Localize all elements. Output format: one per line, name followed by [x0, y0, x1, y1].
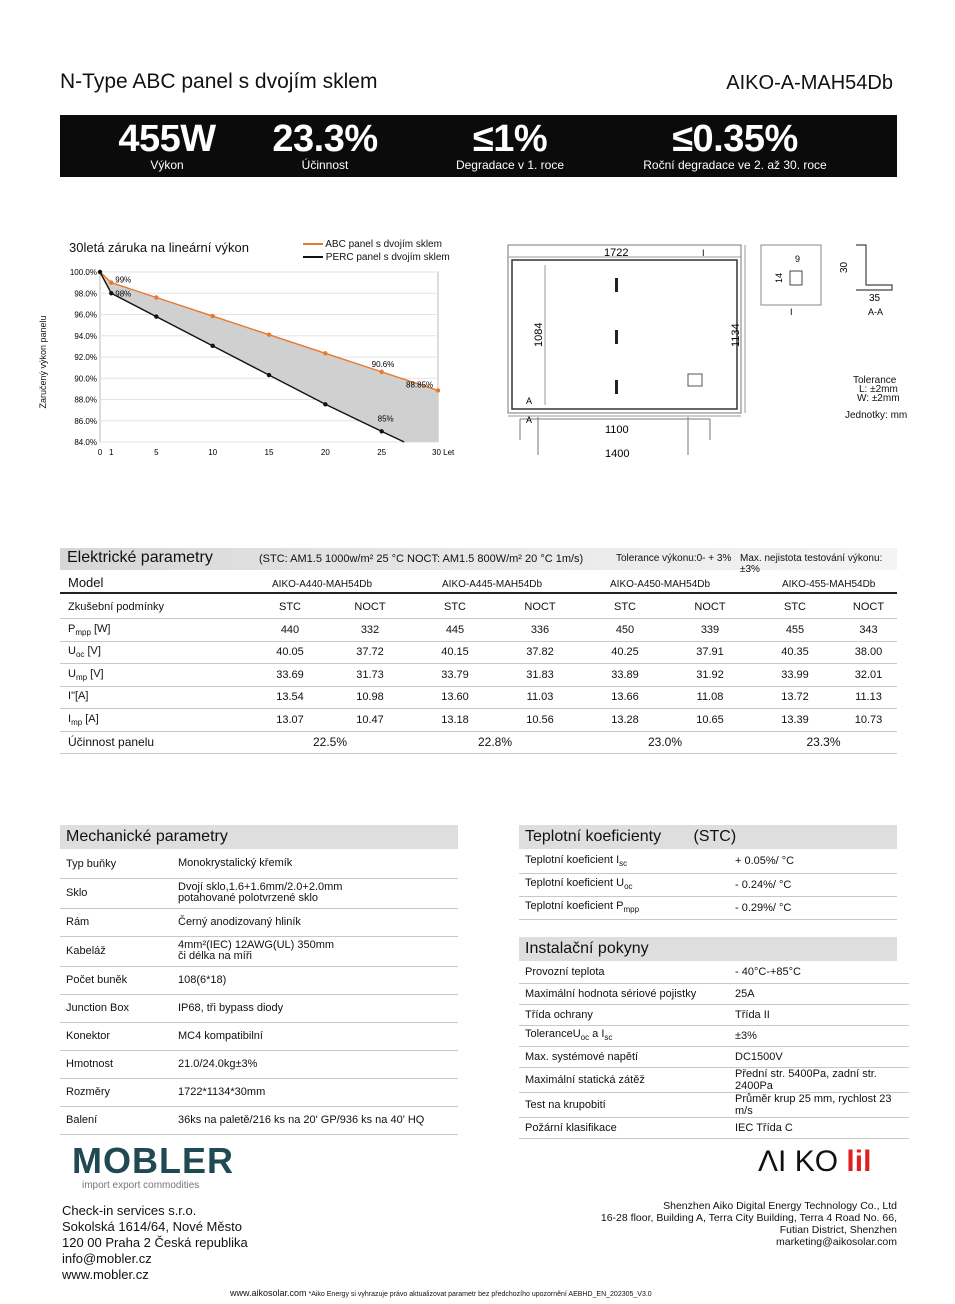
junction-box — [688, 374, 702, 386]
eff-value: 23.3% — [750, 731, 897, 754]
coef-value: - 0.24%/ °C — [729, 873, 897, 896]
install-key: Maximální statická zátěž — [519, 1067, 729, 1092]
param-value: 33.89 — [580, 664, 670, 687]
legend-abc — [303, 239, 442, 250]
param-value: 450 — [580, 619, 670, 642]
electrical-title: Elektrické parametry — [67, 549, 213, 566]
eff-value: 23.0% — [580, 731, 750, 754]
coef-key: Teplotní koeficient $I_{sc}$ — [519, 850, 729, 873]
email-link[interactable]: marketing@aikosolar.com — [776, 1236, 897, 1248]
param-value: 32.01 — [840, 664, 897, 687]
tolerance-note — [853, 376, 900, 403]
model-name: AIKO-A445-MAH54Db — [442, 579, 543, 590]
thermal-table — [519, 850, 897, 920]
y-tick-label: 96.0% — [74, 310, 97, 320]
param-value: 33.99 — [750, 664, 840, 687]
electrical-model-row — [60, 573, 897, 594]
mobler-address — [62, 1203, 248, 1283]
install-key: ToleranceU$_{oc}$ a $I_{sc}$ — [519, 1025, 729, 1046]
table-row — [60, 908, 458, 936]
x-tick-label: 30 Let — [432, 448, 455, 457]
data-point — [379, 429, 383, 433]
y-tick-label: 84.0% — [74, 438, 97, 447]
data-point — [323, 351, 327, 355]
install-key: Třída ochrany — [519, 1004, 729, 1025]
param-value: 13.28 — [580, 709, 670, 732]
dim-30: 30 — [839, 261, 850, 273]
spec-value: Černý anodizovaný hliník — [172, 908, 458, 936]
install-table — [519, 962, 909, 1139]
param-label: $P_{mpp}$ [W] — [60, 619, 250, 642]
stats-banner — [60, 115, 897, 177]
table-row — [519, 1092, 909, 1117]
spec-value: 21.0/24.0kg±3% — [172, 1050, 458, 1078]
stat-value: 23.3% — [272, 118, 378, 160]
aiko-logo — [758, 1145, 871, 1179]
param-value: 31.92 — [670, 664, 750, 687]
address-line: Futian District, Shenzhen — [779, 1224, 897, 1236]
table-row — [60, 850, 458, 878]
chart-title: 30letá záruka na lineární výkon — [69, 240, 249, 255]
param-value: 10.65 — [670, 709, 750, 732]
thermal-sub: (STC) — [693, 828, 737, 845]
param-value: 37.91 — [670, 641, 750, 664]
param-value: 13.39 — [750, 709, 840, 732]
address-line: Sokolská 1614/64, Nové Město — [62, 1219, 242, 1234]
stat-label: Účinnost — [301, 158, 349, 172]
model-name: AIKO-A450-MAH54Db — [610, 579, 711, 590]
x-tick-label: 0 — [97, 448, 103, 457]
dim-1134: 1134 — [730, 323, 742, 347]
model-title: AIKO-A-MAH54Db — [726, 72, 893, 94]
param-value: 37.72 — [330, 641, 410, 664]
mechanical-title: Mechanické parametry — [60, 825, 458, 849]
table-row — [60, 664, 897, 687]
x-tick-label: 25 — [377, 448, 387, 457]
param-value: 10.47 — [330, 709, 410, 732]
tolerance-l: L: ±2mm — [859, 384, 898, 395]
address-line: 16-28 floor, Building A, Terra City Building, Terra 4 Road No. 66, — [600, 1212, 897, 1224]
stat-value: ≤0.35% — [672, 118, 798, 160]
spec-value: 4mm²(IEC) 12AWG(UL) 350mm či délka na míři — [172, 936, 458, 966]
data-label: 85% — [377, 414, 394, 424]
power-tolerance: Tolerance výkonu:0- + 3% — [616, 553, 732, 564]
x-tick-label: 5 — [154, 448, 159, 457]
address-line: Shenzhen Aiko Digital Energy Technology Co., Ltd — [663, 1200, 897, 1212]
table-row — [60, 994, 458, 1022]
data-point — [154, 295, 158, 299]
param-value: 336 — [500, 619, 580, 642]
stat-annual-degradation — [635, 119, 835, 171]
legend-label: ABC panel s dvojím sklem — [325, 239, 442, 250]
data-label: 98% — [115, 289, 132, 299]
install-key: Test na krupobití — [519, 1092, 729, 1117]
aiko-address — [601, 1200, 897, 1248]
data-point — [109, 280, 113, 284]
param-value: 13.07 — [250, 709, 330, 732]
chart-ylabel: Zaručený výkon panelu — [38, 315, 48, 409]
data-point — [210, 314, 214, 318]
mechanical-table — [60, 850, 458, 1135]
table-row — [60, 966, 458, 994]
data-label: 90.6% — [371, 359, 395, 369]
data-point — [210, 344, 214, 348]
coef-key: Teplotní koeficient $U_{oc}$ — [519, 873, 729, 896]
coef-key: Teplotní koeficient $P_{mpp}$ — [519, 896, 729, 919]
detail-label-aa: A-A — [868, 307, 884, 317]
tolerance-w: W: ±2mm — [857, 393, 900, 404]
data-point — [323, 402, 327, 406]
param-value: 40.15 — [410, 641, 500, 664]
power-uncertainty: Max. nejistota testování výkonu:±3% — [740, 553, 883, 575]
x-tick-label: 20 — [320, 448, 330, 457]
x-tick-label: 15 — [264, 448, 274, 457]
dim-1084: 1084 — [533, 322, 545, 347]
param-value: 339 — [670, 619, 750, 642]
col-noct: NOCT — [330, 596, 410, 619]
warranty-chart — [60, 262, 470, 462]
table-row — [60, 936, 458, 966]
aiko-logo-text: ΛI KO — [758, 1145, 839, 1178]
install-value: DC1500V — [729, 1046, 909, 1067]
install-value: 25A — [729, 983, 909, 1004]
address-line: Check-in services s.r.o. — [62, 1203, 197, 1218]
table-row — [519, 1025, 909, 1046]
install-value: IEC Třída C — [729, 1117, 909, 1138]
dim-1400: 1400 — [605, 448, 630, 460]
param-value: 13.66 — [580, 686, 670, 709]
spec-value: Monokrystalický křemík — [172, 850, 458, 878]
col-stc: STC — [750, 596, 840, 619]
data-point — [98, 270, 102, 274]
y-tick-label: 92.0% — [74, 353, 97, 362]
spec-key: Hmotnost — [60, 1050, 172, 1078]
spec-key: Konektor — [60, 1022, 172, 1050]
document-title: N-Type ABC panel s dvojím sklem — [60, 70, 378, 93]
spec-value: 1722*1134*30mm — [172, 1078, 458, 1106]
coef-value: - 0.29%/ °C — [729, 896, 897, 919]
param-value: 11.03 — [500, 686, 580, 709]
data-point — [109, 291, 113, 295]
table-row — [60, 1106, 458, 1134]
aiko-logo-mark: lil — [846, 1145, 872, 1178]
data-point — [154, 314, 158, 318]
thermal-header — [519, 825, 897, 849]
table-row — [60, 878, 458, 908]
spec-value: Dvojí sklo,1.6+1.6mm/2.0+2.0mm potahované polotvrzené sklo — [172, 878, 458, 908]
install-key: Max. systémové napětí — [519, 1046, 729, 1067]
email-link[interactable]: info@mobler.cz — [62, 1251, 152, 1266]
model-name: AIKO-455-MAH54Db — [782, 579, 876, 590]
col-noct: NOCT — [670, 596, 750, 619]
spec-key: Balení — [60, 1106, 172, 1134]
y-tick-label: 90.0% — [74, 374, 97, 384]
param-value: 31.83 — [500, 664, 580, 687]
y-tick-label: 88.0% — [74, 395, 97, 405]
model-label: Model — [68, 575, 104, 590]
stat-first-year-degradation — [445, 119, 575, 171]
install-value: Průměr krup 25 mm, rychlost 23 m/s — [729, 1092, 909, 1117]
param-label: I"[A] — [60, 686, 250, 709]
param-value: 10.73 — [840, 709, 897, 732]
stat-value: ≤1% — [472, 118, 548, 160]
y-tick-label: 100.0% — [69, 268, 97, 277]
data-label: 99% — [115, 275, 132, 285]
legend-line-perc — [303, 256, 323, 258]
dim-1100: 1100 — [605, 424, 629, 436]
mobler-tagline: import export commodities — [82, 1180, 200, 1191]
table-row — [519, 850, 897, 873]
stat-label: Roční degradace ve 2. až 30. roce — [643, 158, 827, 172]
data-point — [379, 370, 383, 374]
table-row — [60, 709, 897, 732]
address-line: 120 00 Praha 2 Česká republika — [62, 1235, 248, 1250]
table-row — [60, 641, 897, 664]
spec-value: 36ks na paletě/216 ks na 20' GP/936 ks na 40' HQ — [172, 1106, 458, 1134]
data-point — [436, 388, 440, 392]
param-value: 37.82 — [500, 641, 580, 664]
spec-value: IP68, tři bypass diody — [172, 994, 458, 1022]
dim-35: 35 — [869, 293, 881, 304]
param-value: 40.05 — [250, 641, 330, 664]
website-link[interactable]: www.aikosolar.com — [230, 1288, 307, 1298]
y-tick-label: 86.0% — [74, 416, 97, 426]
param-label: $I_{mp}$ [A] — [60, 709, 250, 732]
col-stc: STC — [580, 596, 670, 619]
install-key: Provozní teplota — [519, 962, 729, 983]
param-value: 38.00 — [840, 641, 897, 664]
col-stc: STC — [250, 596, 330, 619]
section-mark-i: I — [702, 248, 705, 258]
units-note: Jednotky: mm — [845, 410, 908, 421]
param-value: 40.25 — [580, 641, 670, 664]
spec-key: Kabeláž — [60, 936, 172, 966]
table-row — [60, 1022, 458, 1050]
spec-key: Rám — [60, 908, 172, 936]
panel-drawing — [490, 235, 910, 465]
mobler-logo: MOBLER — [72, 1140, 234, 1181]
param-value: 40.35 — [750, 641, 840, 664]
spec-key: Sklo — [60, 878, 172, 908]
param-value: 10.56 — [500, 709, 580, 732]
bottom-note — [230, 1288, 652, 1298]
param-label: $U_{mp}$ [V] — [60, 664, 250, 687]
mount-slot — [615, 278, 618, 292]
install-title: Instalační pokyny — [519, 937, 897, 961]
stat-label: Výkon — [150, 158, 184, 172]
spec-key: Rozměry — [60, 1078, 172, 1106]
param-value: 11.13 — [840, 686, 897, 709]
electrical-header — [60, 548, 897, 575]
table-row — [519, 1046, 909, 1067]
spec-key: Typ buňky — [60, 850, 172, 878]
y-tick-label: 98.0% — [74, 289, 97, 299]
table-row — [519, 873, 897, 896]
section-mark-a2: A — [526, 415, 533, 425]
install-value: Třída II — [729, 1004, 909, 1025]
data-point — [267, 332, 271, 336]
table-row — [519, 1117, 909, 1138]
param-value: 13.72 — [750, 686, 840, 709]
param-value: 11.08 — [670, 686, 750, 709]
stat-label: Degradace v 1. roce — [455, 158, 565, 172]
legend-line-abc — [303, 243, 323, 245]
dim-9: 9 — [795, 254, 801, 264]
table-row — [60, 1078, 458, 1106]
tolerance-title: Tolerance — [853, 375, 897, 386]
coef-value: + 0.05%/ °C — [729, 850, 897, 873]
dim-14: 14 — [774, 272, 784, 283]
param-value: 31.73 — [330, 664, 410, 687]
stat-power — [117, 119, 217, 171]
electrical-table — [60, 596, 897, 754]
param-value: 440 — [250, 619, 330, 642]
param-value: 13.18 — [410, 709, 500, 732]
table-row — [519, 983, 909, 1004]
detail-i-part — [790, 271, 802, 285]
mount-slot — [615, 330, 618, 344]
table-row — [519, 1067, 909, 1092]
param-label: $U_{oc}$ [V] — [60, 641, 250, 664]
spec-key: Junction Box — [60, 994, 172, 1022]
col-stc: STC — [410, 596, 500, 619]
x-tick-label: 1 — [109, 448, 114, 457]
stat-efficiency — [270, 119, 380, 171]
table-row — [519, 962, 909, 983]
stat-value: 455W — [118, 118, 216, 160]
detail-i-frame — [761, 245, 821, 305]
param-value: 445 — [410, 619, 500, 642]
param-value: 455 — [750, 619, 840, 642]
param-value: 332 — [330, 619, 410, 642]
spec-value: MC4 kompatibilní — [172, 1022, 458, 1050]
x-tick-label: 10 — [208, 448, 218, 457]
spec-value: 108(6*18) — [172, 966, 458, 994]
param-value: 33.79 — [410, 664, 500, 687]
table-row — [519, 896, 897, 919]
table-row — [60, 731, 897, 754]
data-label: 88.85% — [406, 380, 434, 390]
y-tick-label: 94.0% — [74, 331, 97, 341]
thermal-title: Teplotní koeficienty — [525, 828, 662, 845]
data-point — [267, 373, 271, 377]
install-value: ±3% — [729, 1025, 909, 1046]
param-value: 13.60 — [410, 686, 500, 709]
mount-slot — [615, 380, 618, 394]
install-value: - 40°C-+85°C — [729, 962, 909, 983]
table-row — [60, 1050, 458, 1078]
col-noct: NOCT — [500, 596, 580, 619]
eff-value: 22.5% — [250, 731, 410, 754]
col-noct: NOCT — [840, 596, 897, 619]
website-link[interactable]: www.mobler.cz — [62, 1267, 149, 1282]
spec-key: Počet buněk — [60, 966, 172, 994]
model-name: AIKO-A440-MAH54Db — [272, 579, 373, 590]
panel-frame — [512, 260, 737, 409]
eff-value: 22.8% — [410, 731, 580, 754]
profile-aa — [856, 245, 892, 290]
detail-label-i: I — [790, 307, 793, 317]
table-row — [60, 619, 897, 642]
disclaimer: *Aiko Energy si vyhrazuje právo aktualizovat parametr bez předchozího upozornění AEBHD_EN_202305_V3.0 — [306, 1291, 652, 1298]
section-mark-a: A — [526, 396, 533, 406]
install-key: Maximální hodnota sériové pojistky — [519, 983, 729, 1004]
install-key: Požární klasifikace — [519, 1117, 729, 1138]
eff-label: Účinnost panelu — [60, 731, 250, 754]
legend-label: PERC panel s dvojím sklem — [325, 252, 450, 263]
param-value: 33.69 — [250, 664, 330, 687]
param-value: 343 — [840, 619, 897, 642]
table-row — [519, 1004, 909, 1025]
table-row — [60, 686, 897, 709]
table-row — [60, 596, 897, 619]
cond-label: Zkušební podmínky — [60, 596, 250, 619]
electrical-conditions: (STC: AM1.5 1000w/m² 25 °C NOCT: AM1.5 800W/m² 20 °C 1m/s) — [259, 553, 584, 565]
param-value: 13.54 — [250, 686, 330, 709]
install-value: Přední str. 5400Pa, zadní str. 2400Pa — [729, 1067, 909, 1092]
param-value: 10.98 — [330, 686, 410, 709]
dim-1722: 1722 — [604, 247, 629, 259]
